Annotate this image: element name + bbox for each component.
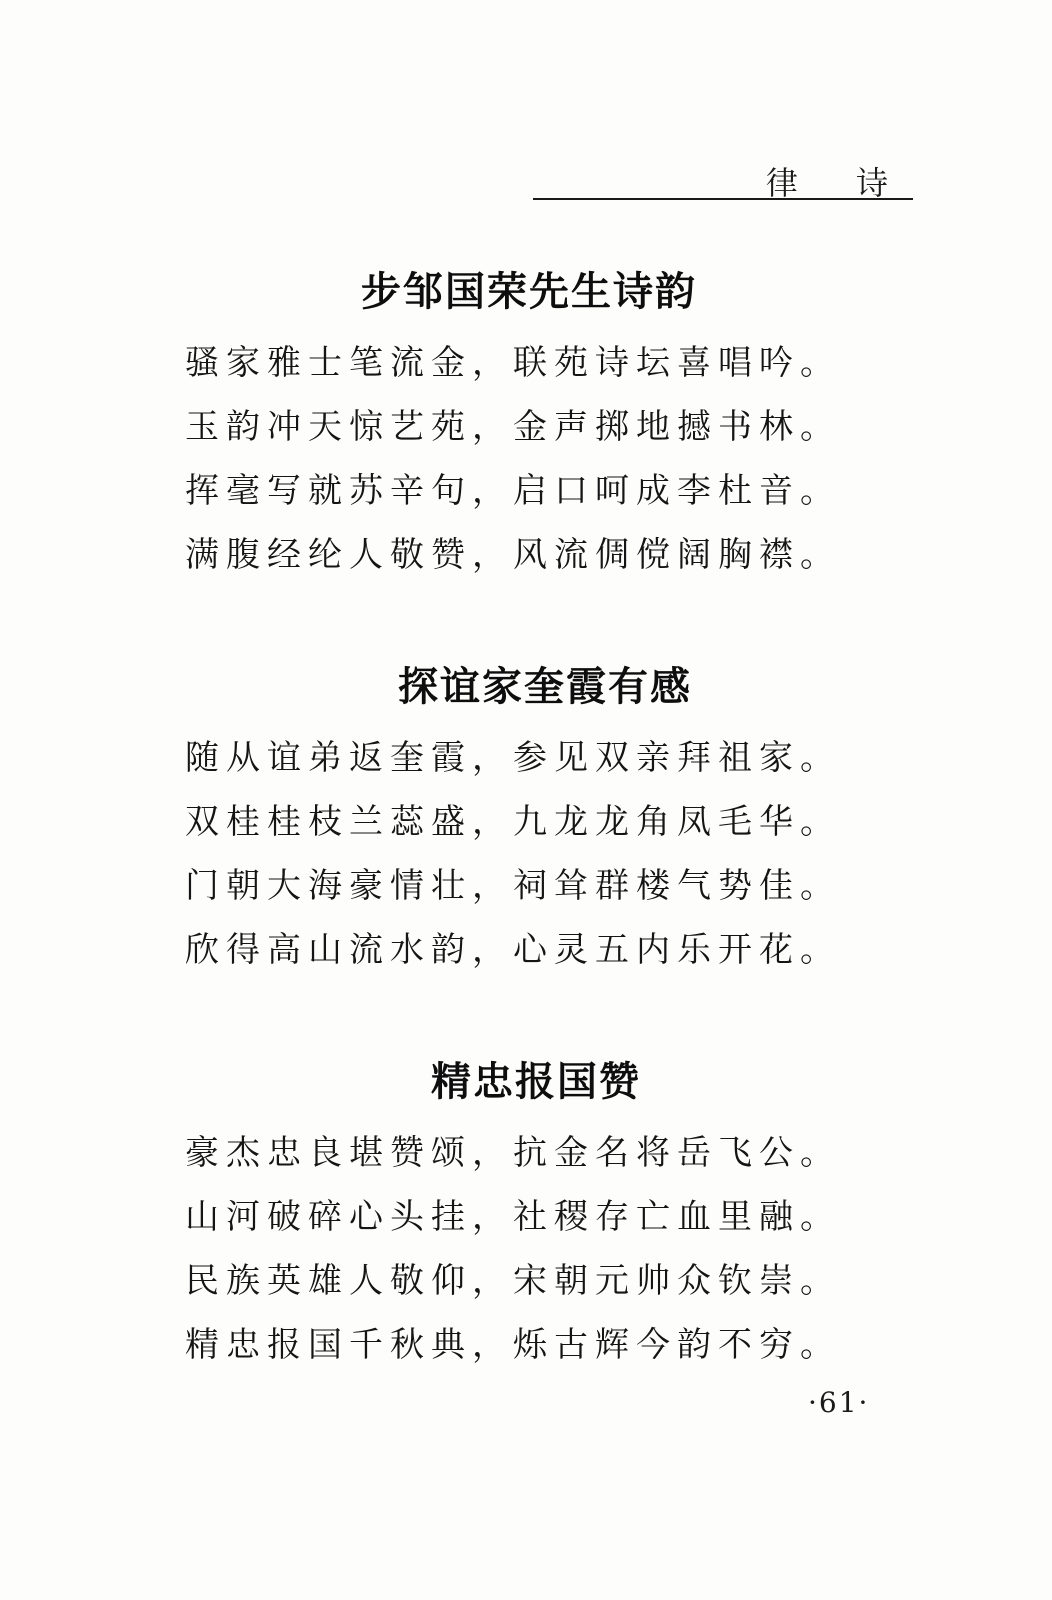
page-number: ·61· (808, 1386, 870, 1419)
poem-title: 探谊家奎霞有感 (398, 663, 692, 710)
poem (185, 1050, 865, 1377)
poem (185, 260, 865, 587)
verse-line: 民族英雄人敬仰，宋朝元帅众钦崇。 (185, 1261, 841, 1301)
running-header: 律 诗 (765, 164, 912, 202)
verse-line: 双桂桂枝兰蕊盛，九龙龙角凤毛华。 (185, 802, 841, 842)
poem-title: 步邹国荣先生诗韵 (361, 268, 697, 315)
verse-line: 随从谊弟返奎霞，参见双亲拜祖家。 (185, 738, 841, 778)
verse-line: 门朝大海豪情壮，祠耸群楼气势佳。 (185, 866, 841, 906)
verse-line: 满腹经纶人敬赞，风流倜傥阔胸襟。 (185, 535, 841, 575)
verse-line: 山河破碎心头挂，社稷存亡血里融。 (185, 1197, 841, 1237)
verse-line: 骚家雅士笔流金，联苑诗坛喜唱吟。 (185, 343, 841, 383)
verse-line: 挥毫写就苏辛句，启口呵成李杜音。 (185, 471, 841, 511)
poem (185, 655, 865, 982)
poem-title: 精忠报国赞 (431, 1058, 641, 1105)
verse-line: 精忠报国千秋典，烁古辉今韵不穷。 (185, 1325, 841, 1365)
header-rule (533, 198, 913, 200)
verse-line: 欣得高山流水韵，心灵五内乐开花。 (185, 930, 841, 970)
verse-line: 豪杰忠良堪赞颂，抗金名将岳飞公。 (185, 1133, 841, 1173)
verse-line: 玉韵冲天惊艺苑，金声掷地撼书林。 (185, 407, 841, 447)
